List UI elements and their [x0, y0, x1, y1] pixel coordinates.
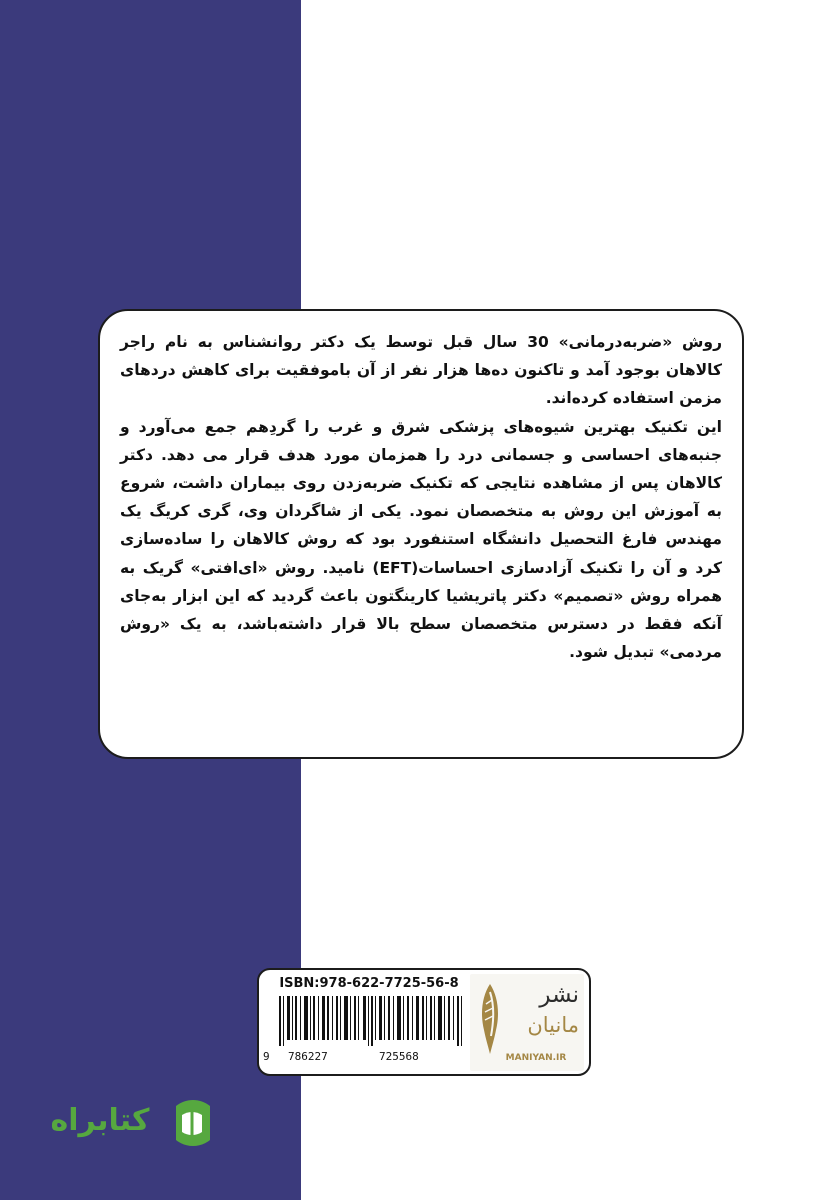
quill-pen-icon	[476, 982, 504, 1056]
watermark	[34, 1092, 214, 1158]
book-leaf-icon	[170, 1096, 214, 1150]
publisher-name-line2: مانیان	[527, 1013, 579, 1037]
barcode-image	[267, 996, 477, 1046]
barcode-digit-group-1: 786227	[288, 1050, 328, 1063]
barcode-digits	[263, 1050, 473, 1064]
description-paragraph: این تکنیک بهترین شیوه‌های پزشکی شرق و غرب را گردِهم جمع می‌آورد و جنبه‌های احساسی و جسمانی درد را همزمان مورد هدف قرار می دهد. دکتر کالاهان پس از مشاهده نتایجی که تکنیک ضربه‌زدن روی بیماران داشت، شروع به آموزش این روش به متخصصان نمود. یکی از شاگردان وی، گری کریگ یک مهندس فارغ التحصیل دانشگاه استنفورد بود که روش کالاهان را ساده‌سازی کرد و آن را تکنیک آزادسازی احساسات(EFT) نامید. روش «ای‌افتی» گریک به همراه روش «تصمیم» دکتر پاتریشیا کارینگتون باعث گردید که این ابزار به‌جای آنکه فقط در دسترس متخصصان سطح بالا قرار داشته‌باشد، به یک «روش مردمی» تبدیل شود.	[120, 417, 722, 662]
barcode-digit-lead: 9	[263, 1050, 270, 1063]
barcode-panel	[257, 968, 591, 1076]
publisher-name-line1: نشر	[539, 982, 579, 1008]
publisher-site: MANIYAN.IR	[505, 1053, 567, 1063]
description-box	[98, 309, 744, 759]
barcode-digit-group-2: 725568	[379, 1050, 419, 1063]
isbn-label: ISBN:978-622-7725-56-8	[279, 976, 459, 991]
watermark-text: کتابراه	[50, 1103, 150, 1138]
description-paragraph: روش «ضربه‌درمانی» 30 سال قبل توسط یک دکتر روانشناس به نام راجر کالاهان بوجود آمد و تاکنون ده‌ها هزار نفر از آن باموفقیت برای کاهش دردهای مزمن استفاده کرده‌اند.	[120, 333, 722, 408]
publisher-logo	[470, 974, 584, 1071]
